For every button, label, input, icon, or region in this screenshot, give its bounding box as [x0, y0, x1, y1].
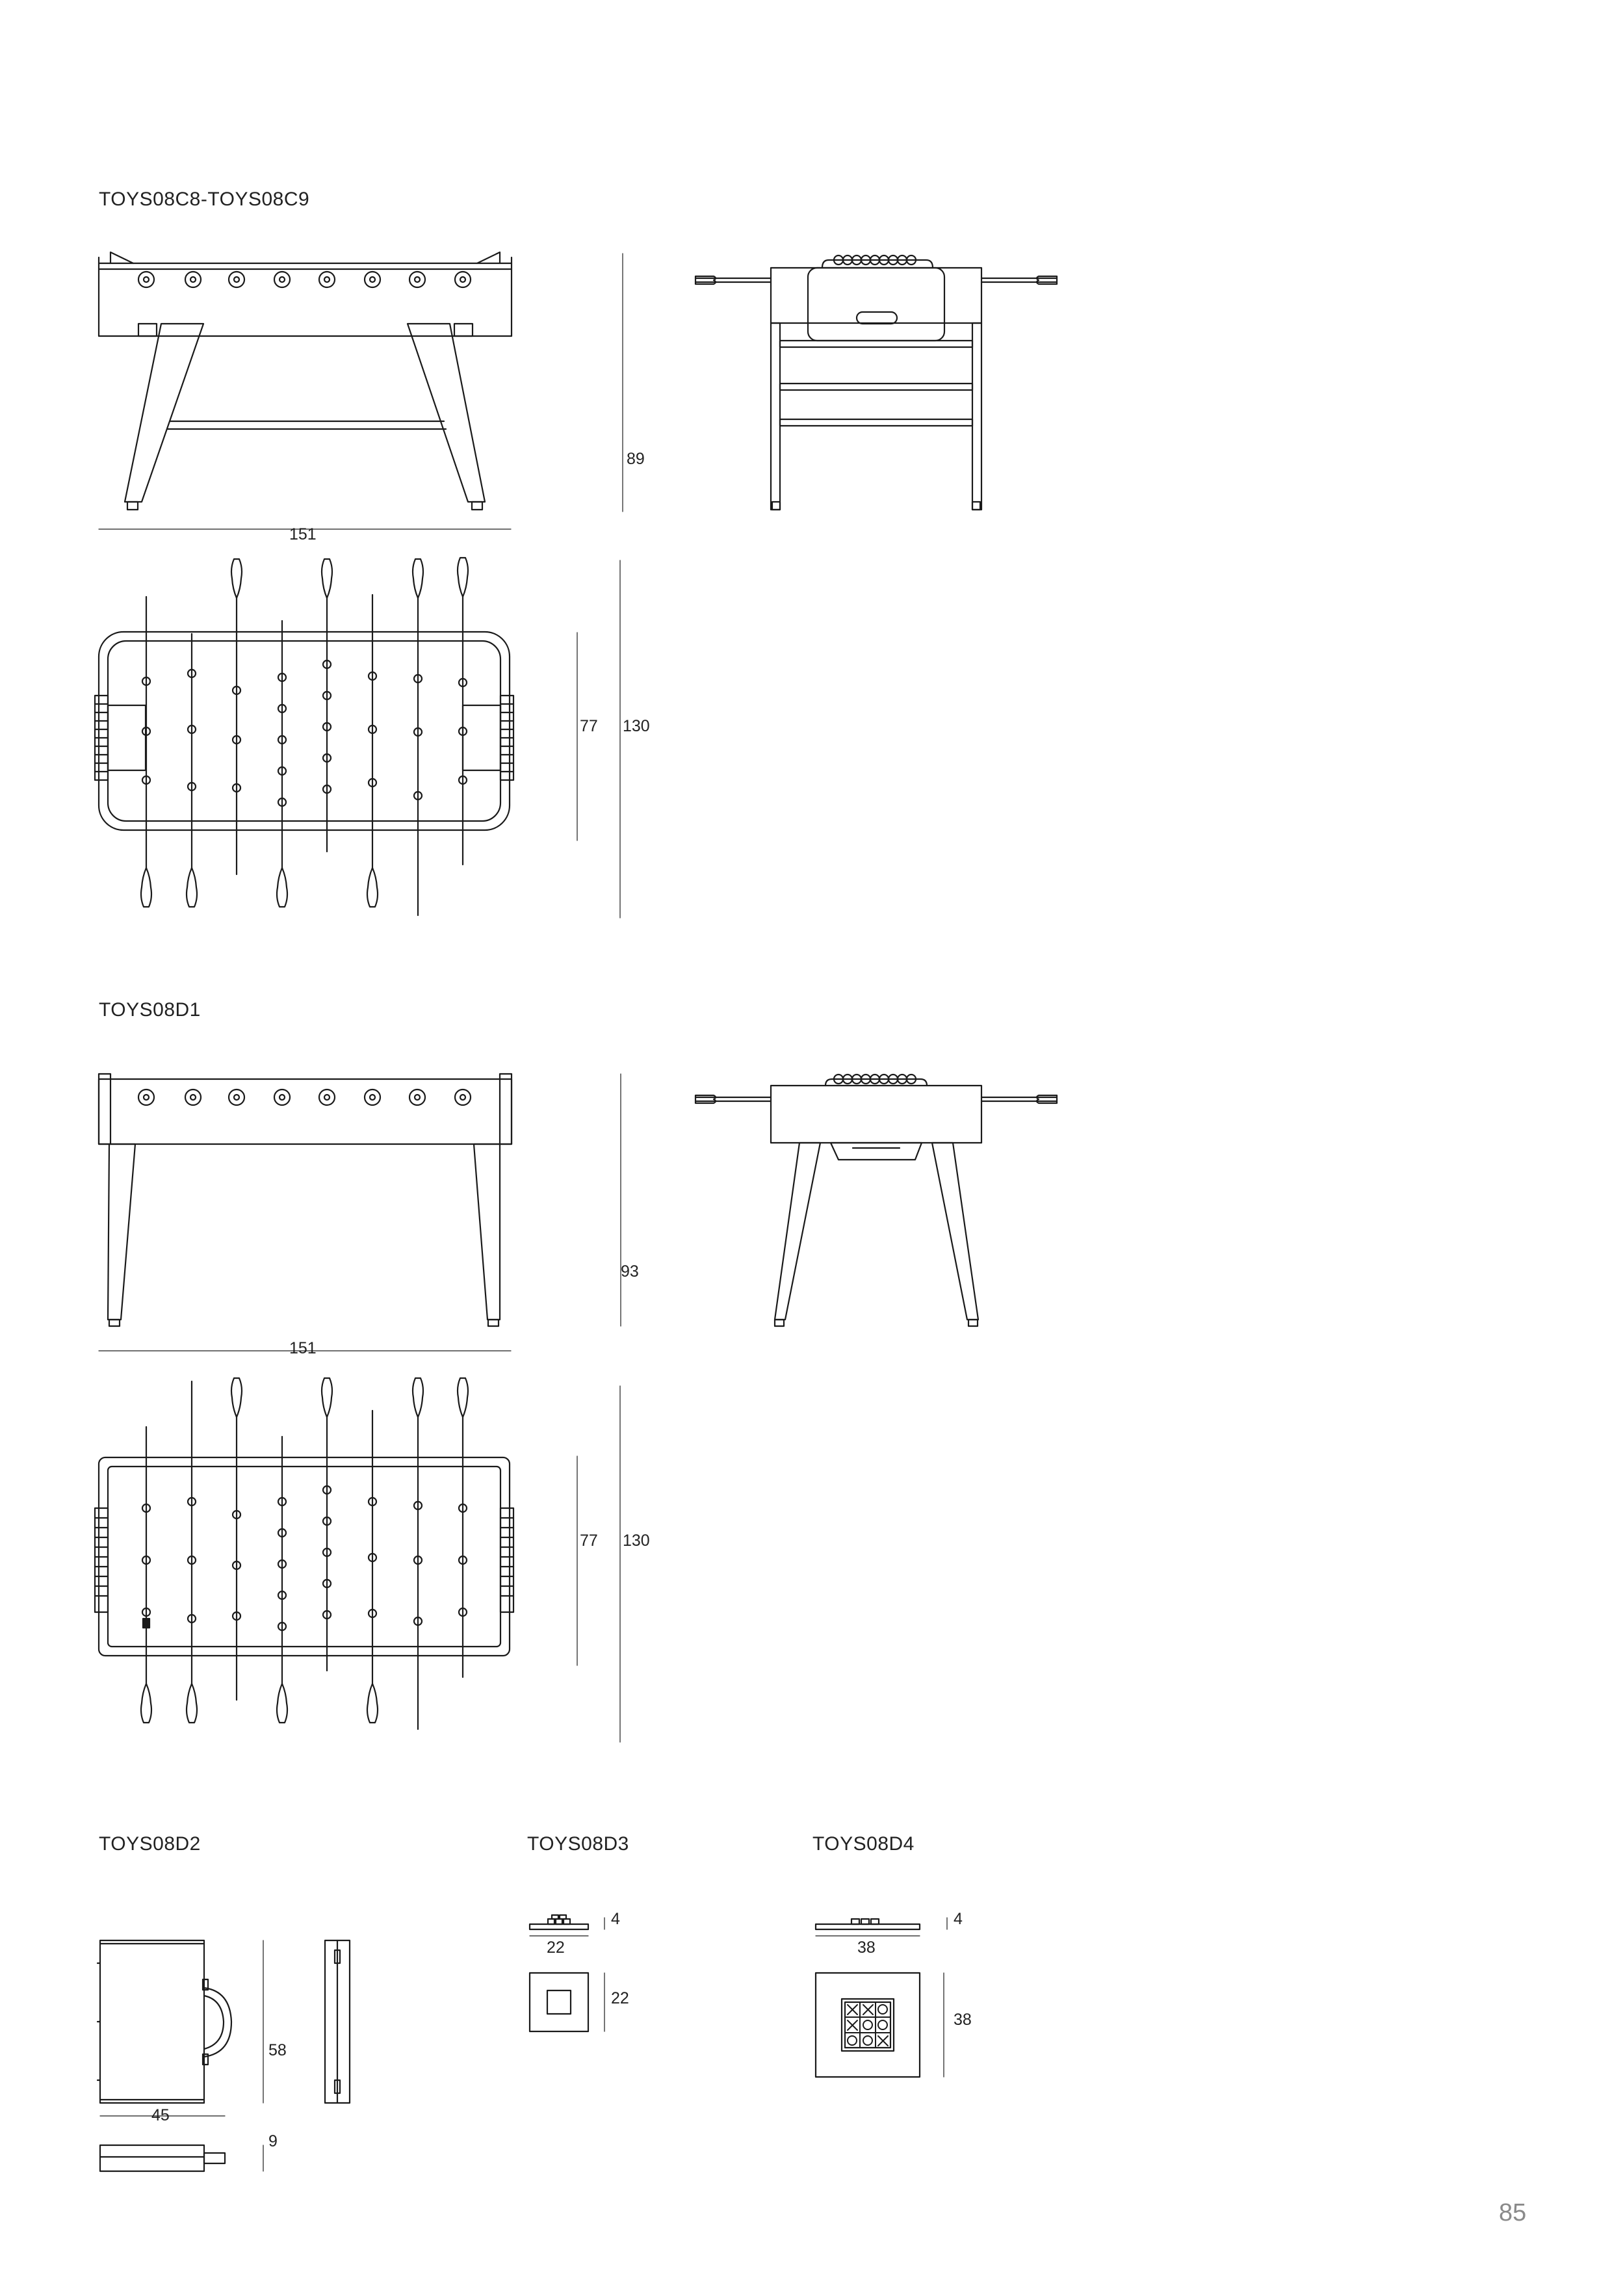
dim-c8c9-inner-width: 77 — [580, 717, 598, 735]
c8c9-top-rods — [141, 558, 468, 915]
d1-top-goal-left — [95, 1508, 108, 1612]
dim-d4-thickness: 4 — [954, 1910, 963, 1928]
dim-c8c9-length: 151 — [289, 525, 317, 543]
dim-c8c9-height: 89 — [627, 450, 645, 468]
d1-top-rods — [141, 1378, 468, 1729]
d4-top-view — [816, 1973, 920, 2077]
d3-side-view — [530, 1915, 588, 1929]
d4-tictactoe-grid — [845, 2002, 890, 2048]
section-title-d2: TOYS08D2 — [99, 1833, 201, 1855]
d1-side-rod-holes — [138, 1089, 471, 1105]
dim-d3-depth: 22 — [611, 1989, 629, 2007]
dim-d3-thickness: 4 — [611, 1910, 620, 1928]
section-title-d1: TOYS08D1 — [99, 999, 201, 1021]
section-title-c8c9: TOYS08C8-TOYS08C9 — [99, 189, 310, 210]
d2-case-front — [97, 1940, 231, 2103]
c8c9-side-view — [99, 252, 512, 510]
dim-d4-width: 38 — [857, 1938, 876, 1957]
dim-d1-inner-width: 77 — [580, 1532, 598, 1550]
d2-case-side — [325, 1940, 350, 2103]
dim-d4-depth: 38 — [954, 2011, 972, 2029]
section-title-d3: TOYS08D3 — [527, 1833, 629, 1855]
c8c9-side-rod-holes — [138, 272, 471, 287]
d1-end-view — [695, 1075, 1057, 1326]
c8c9-top-goal-left — [95, 696, 146, 780]
d2-case-top — [100, 2145, 225, 2171]
dim-d1-height: 93 — [621, 1262, 639, 1281]
dim-d2-width: 45 — [151, 2106, 170, 2124]
dim-d1-outer-width: 130 — [623, 1532, 650, 1550]
dim-d1-length: 151 — [289, 1339, 317, 1357]
dim-c8c9-outer-width: 130 — [623, 717, 650, 735]
section-title-d4: TOYS08D4 — [812, 1833, 915, 1855]
d1-side-view — [99, 1074, 512, 1326]
page-number: 85 — [1499, 2199, 1527, 2226]
dim-d3-width: 22 — [547, 1938, 565, 1957]
d1-top-goal-right — [500, 1508, 513, 1612]
c8c9-end-view — [695, 255, 1057, 510]
c8c9-top-view — [95, 558, 513, 915]
d4-side-view — [816, 1919, 920, 1929]
d1-top-view — [95, 1378, 513, 1729]
c8c9-top-goal-right — [463, 696, 513, 780]
dim-d2-height: 58 — [268, 2041, 287, 2059]
dim-d2-depth: 9 — [268, 2132, 278, 2150]
d3-top-view — [530, 1973, 588, 2031]
